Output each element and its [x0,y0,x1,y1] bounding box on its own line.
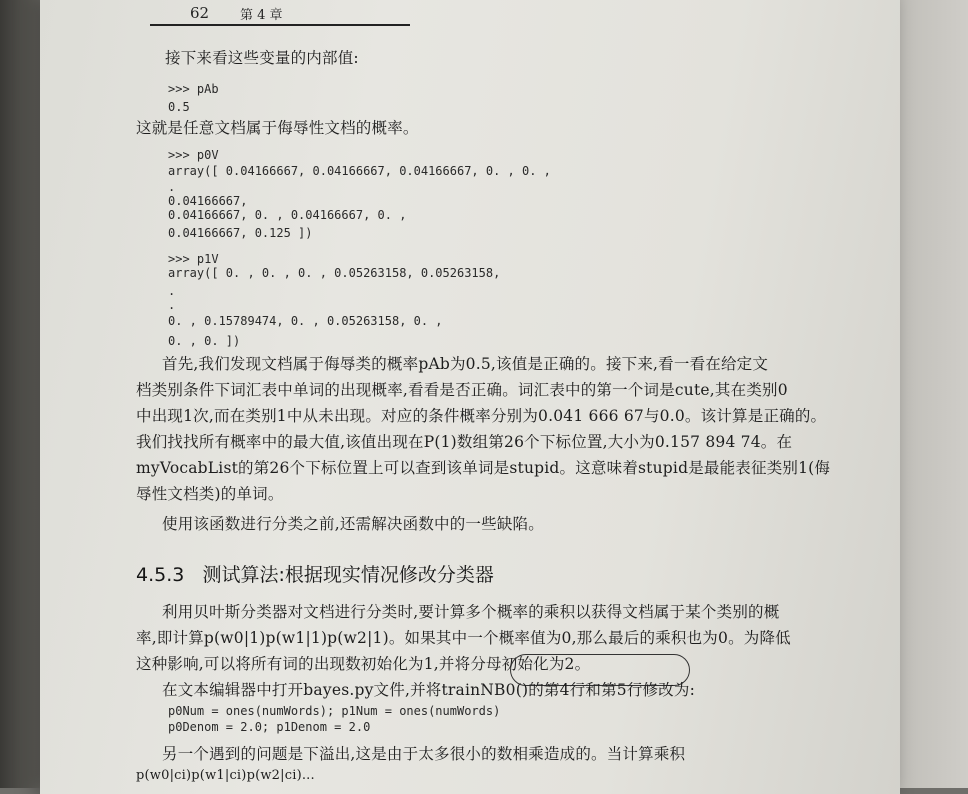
chapter-label: 第 4 章 [240,8,283,23]
code-line: 0.04166667, [168,194,248,208]
code-prompt-p0v: >>> p0V [168,148,219,162]
paragraph-line: 首先,我们发现文档属于侮辱类的概率pAb为0.5,该值是正确的。接下来,看一看在给定文 [162,355,769,373]
paragraph-line: 率,即计算p(w0|1)p(w1|1)p(w2|1)。如果其中一个概率值为0,那么最后的乘积也为0。为降低 [136,629,791,647]
paragraph-line: 另一个遇到的问题是下溢出,这是由于太多很小的数相乘造成的。当计算乘积 [162,745,686,763]
paragraph-line: 中出现1次,而在类别1中从未出现。对应的条件概率分别为0.041 666 67与0.0。该计算是正确的。 [136,407,827,425]
code-line: 0.04166667, 0.125 ]) [168,226,313,240]
paragraph-line: 我们找找所有概率中的最大值,该值出现在P(1)数组第26个下标位置,大小为0.157 894 74。在 [136,433,793,451]
paragraph-intro: 接下来看这些变量的内部值: [165,49,359,67]
paragraph-line: 这种影响,可以将所有词的出现数初始化为1,并将分母初始化为2。 [136,655,591,673]
code-line: . [168,180,176,194]
code-line: 0. , 0.15789474, 0. , 0.05263158, 0. , [168,314,443,328]
code-prompt-pab: >>> pAb [168,82,219,96]
code-line: 0. , 0. ]) [168,334,241,348]
paragraph-defects: 使用该函数进行分类之前,还需解决函数中的一些缺陷。 [162,515,544,533]
paragraph-line: p(w0|ci)p(w1|ci)p(w2|ci)... [136,768,315,783]
paragraph-line: 档类别条件下词汇表中单词的出现概率,看看是否正确。词汇表中的第一个词是cute,其在类别0 [136,381,788,399]
paragraph-line: 在文本编辑器中打开bayes.py文件,并将trainNB0()的第4行和第5行修改为: [162,681,696,699]
code-line: 0.04166667, 0. , 0.04166667, 0. , [168,208,407,222]
code-prompt-p1v: >>> p1V [168,252,219,266]
page-header [150,2,410,26]
section-number: 4.5.3 [136,564,185,586]
page-number: 62 [190,4,210,22]
section-heading [136,560,494,587]
paragraph-line: 利用贝叶斯分类器对文档进行分类时,要计算多个概率的乘积以获得文档属于某个类别的概 [162,603,780,621]
section-title: 测试算法:根据现实情况修改分类器 [202,564,494,586]
code-line: array([ 0.04166667, 0.04166667, 0.04166667, 0. , 0. , [168,164,551,178]
code-line: . [168,298,176,312]
code-line: p0Denom = 2.0; p1Denom = 2.0 [168,720,371,734]
code-line: . [168,284,176,298]
code-line: p0Num = ones(numWords); p1Num = ones(numWords) [168,704,501,718]
code-output-pab: 0.5 [168,100,190,114]
paragraph-line: myVocabList的第26个下标位置上可以查到该单词是stupid。这意味着stupid是最能表征类别1(侮 [136,459,831,477]
paragraph-line: 辱性文档类)的单词。 [136,485,284,503]
book-page [40,0,900,794]
paragraph-pab-meaning: 这就是任意文档属于侮辱性文档的概率。 [136,119,419,137]
code-line: array([ 0. , 0. , 0. , 0.05263158, 0.05263158, [168,266,501,280]
